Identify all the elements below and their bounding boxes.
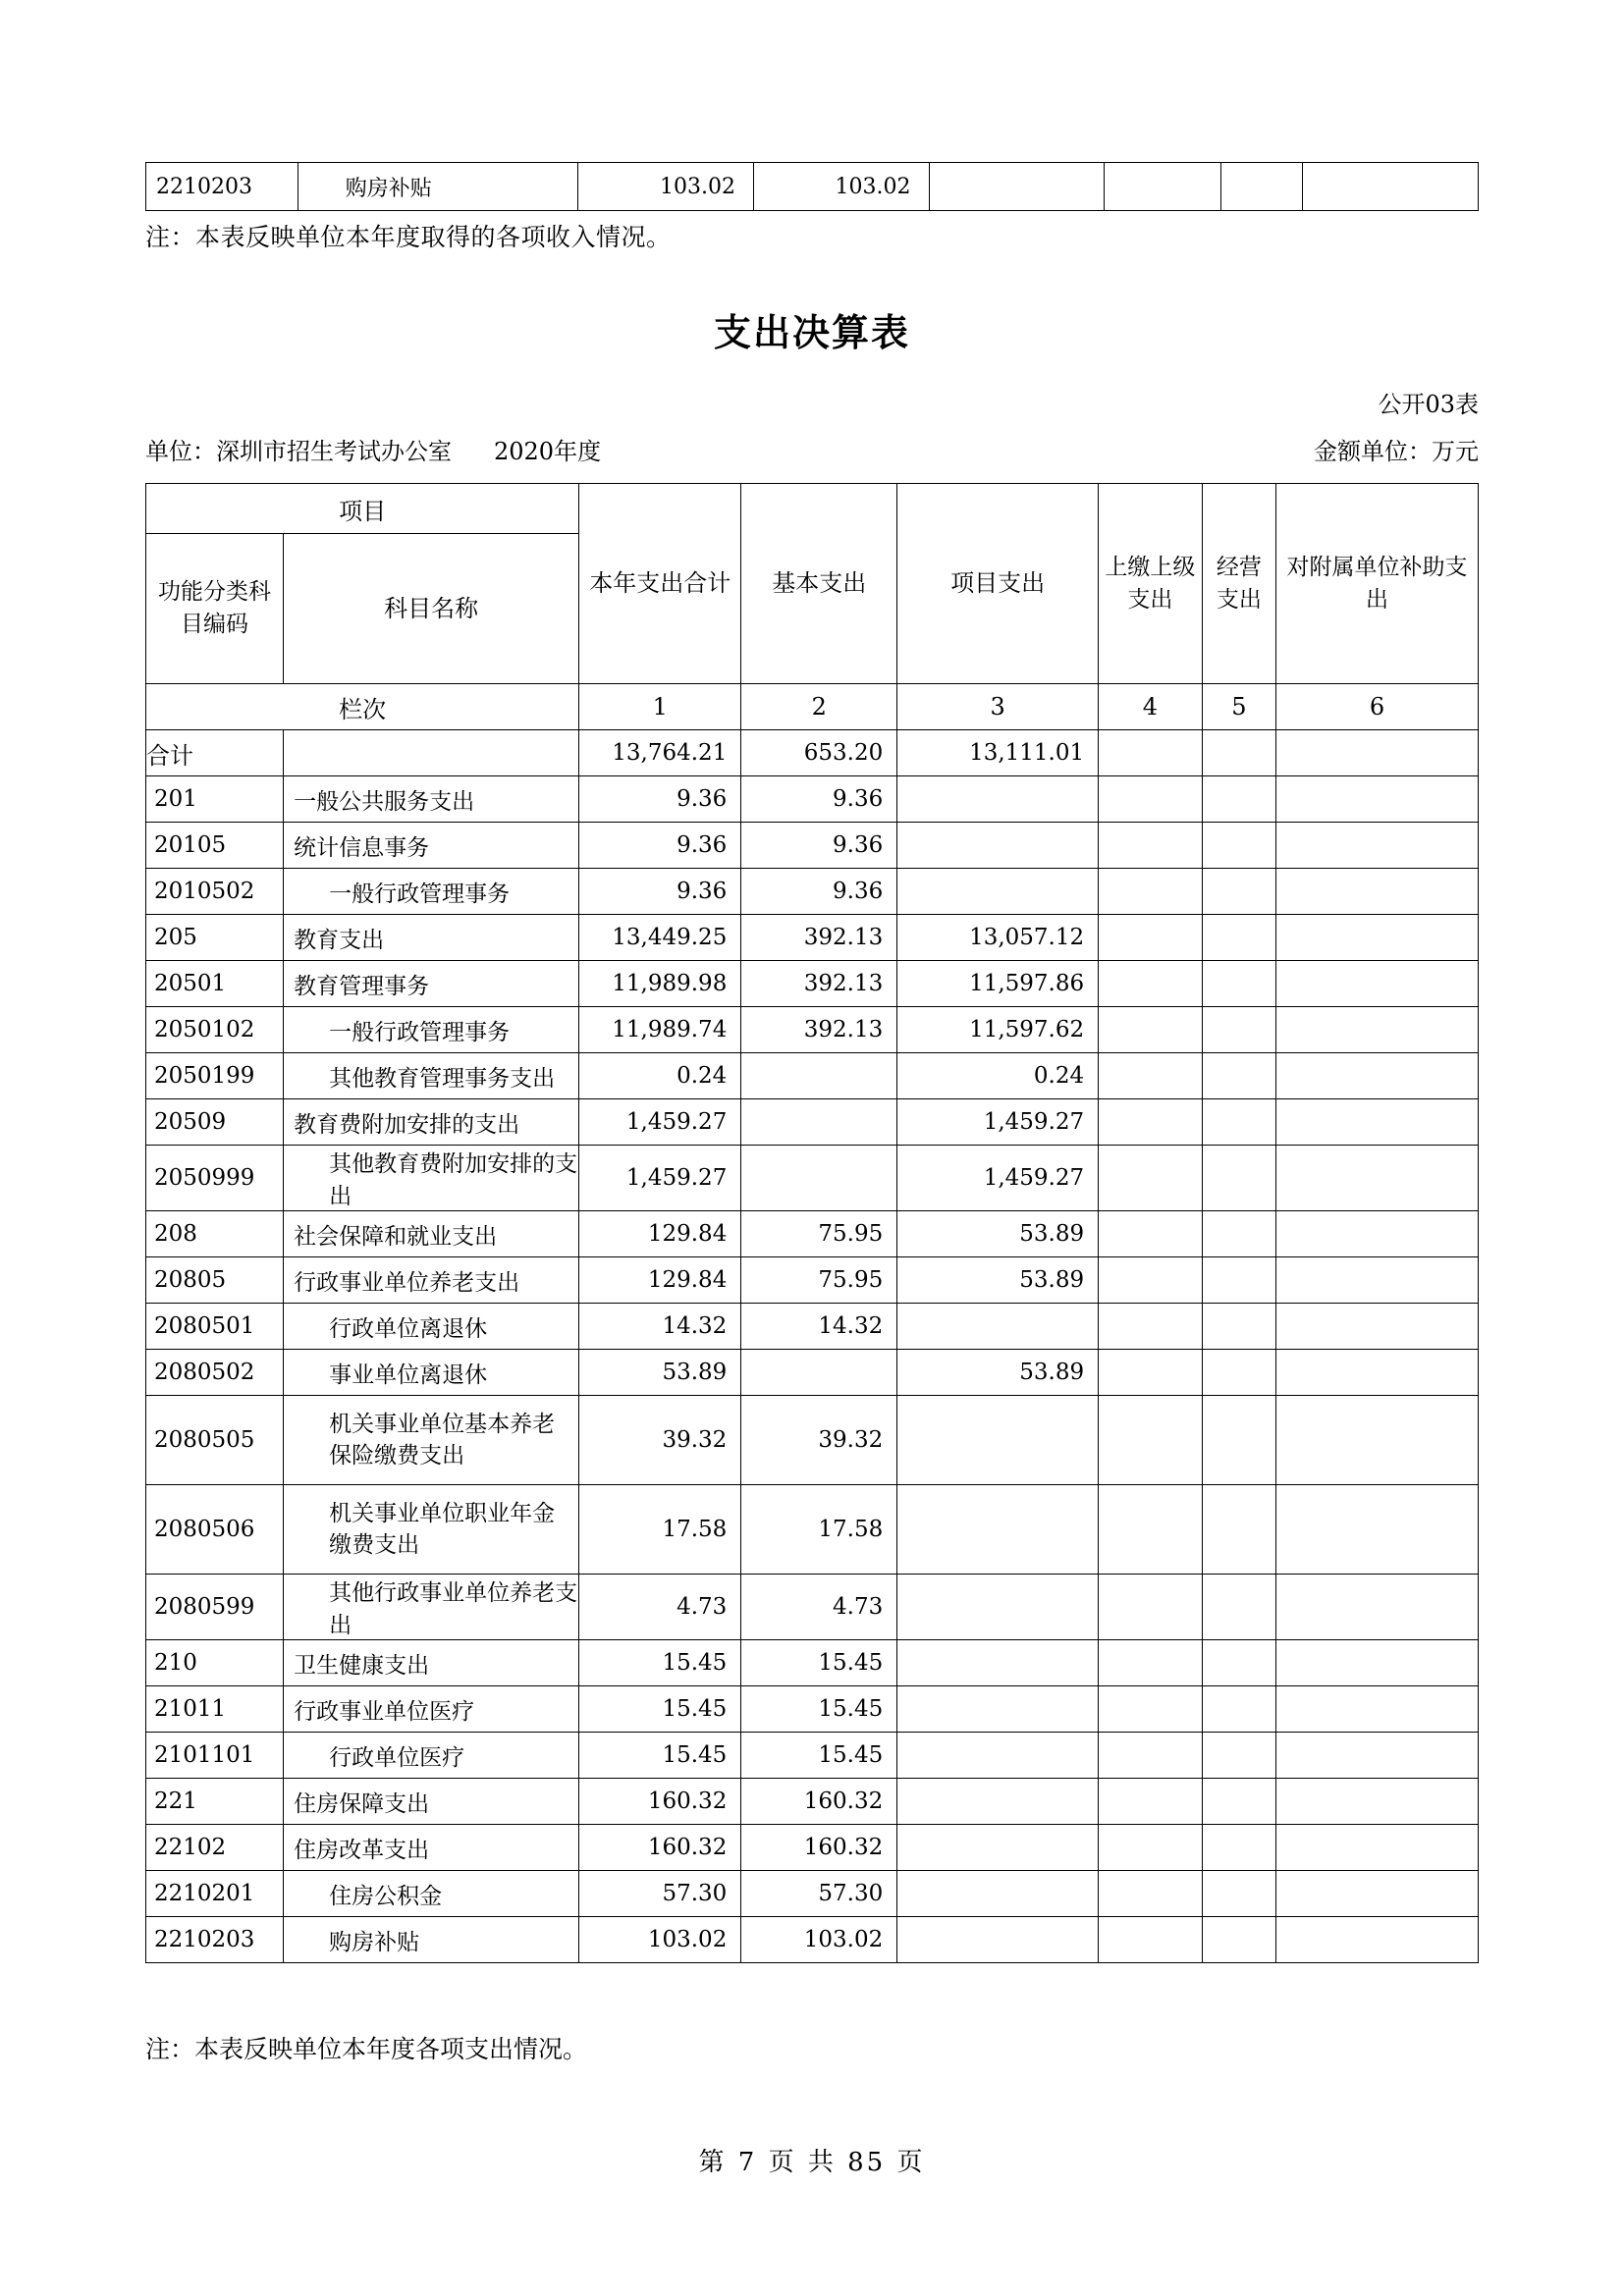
row-project [897,869,1099,915]
row-operating [1202,915,1275,961]
row-total: 4.73 [579,1575,741,1640]
row-subsidiary [1275,1053,1478,1099]
row-function-code: 21011 [146,1686,284,1733]
row-subsidiary [1275,1485,1478,1575]
table-row [146,1733,1479,1779]
row-project: 11,597.62 [897,1007,1099,1053]
row-operating [1202,823,1275,869]
row-total: 11,989.74 [579,1007,741,1053]
row-upper-level [1099,1053,1203,1099]
row-function-code: 20805 [146,1257,284,1304]
row-subject-name [284,730,579,776]
row-total: 15.45 [579,1640,741,1686]
row-subsidiary [1275,915,1478,961]
row-subsidiary [1275,961,1478,1007]
row-subsidiary [1275,1575,1478,1640]
row-total: 1,459.27 [579,1146,741,1211]
row-total: 103.02 [579,1917,741,1963]
row-basic: 9.36 [741,776,897,823]
row-operating [1202,776,1275,823]
row-operating [1202,1640,1275,1686]
row-subject-name: 一般公共服务支出 [284,776,579,823]
row-upper-level [1099,1779,1203,1825]
row-function-code: 20509 [146,1099,284,1146]
row-basic: 15.45 [741,1686,897,1733]
row-subsidiary [1275,1686,1478,1733]
header-item-group: 项目 [146,484,579,534]
row-operating [1202,1053,1275,1099]
row-subject-name: 机关事业单位基本养老保险缴费支出 [284,1396,579,1485]
row-upper-level [1099,1733,1203,1779]
row-total: 129.84 [579,1257,741,1304]
form-number: 公开03表 [1378,391,1479,418]
row-project [897,1304,1099,1350]
row-total: 0.24 [579,1053,741,1099]
row-function-code: 205 [146,915,284,961]
table-row [146,1917,1479,1963]
prev-row-col4 [1105,163,1221,211]
row-subject-name: 住房公积金 [284,1871,579,1917]
row-project [897,1575,1099,1640]
row-basic: 9.36 [741,823,897,869]
row-basic [741,1350,897,1396]
table-body [146,730,1479,1963]
header-lanci-4: 4 [1099,684,1203,730]
table-row [146,1007,1479,1053]
row-upper-level [1099,1396,1203,1485]
row-subject-name: 卫生健康支出 [284,1640,579,1686]
row-total: 160.32 [579,1779,741,1825]
row-project: 11,597.86 [897,961,1099,1007]
row-subject-name: 教育费附加安排的支出 [284,1099,579,1146]
row-basic: 160.32 [741,1779,897,1825]
row-upper-level [1099,1575,1203,1640]
row-function-code: 2210201 [146,1871,284,1917]
row-function-code: 2080506 [146,1485,284,1575]
table-row [146,1211,1479,1257]
row-subsidiary [1275,1304,1478,1350]
table-row [146,1053,1479,1099]
row-function-code: 2080501 [146,1304,284,1350]
row-basic [741,1053,897,1099]
prev-row-col5 [1221,163,1303,211]
row-basic: 57.30 [741,1871,897,1917]
row-total: 13,764.21 [579,730,741,776]
row-subsidiary [1275,776,1478,823]
row-subject-name: 行政事业单位养老支出 [284,1257,579,1304]
meta-row [145,432,1479,465]
row-function-code: 221 [146,1779,284,1825]
row-project: 53.89 [897,1211,1099,1257]
row-subsidiary [1275,1099,1478,1146]
row-project: 53.89 [897,1350,1099,1396]
table-row [146,776,1479,823]
row-basic: 103.02 [741,1917,897,1963]
header-row-item-group [146,484,1479,534]
row-subsidiary [1275,1733,1478,1779]
row-subject-name: 行政事业单位医疗 [284,1686,579,1733]
row-basic [741,1099,897,1146]
row-upper-level [1099,1917,1203,1963]
row-total: 129.84 [579,1211,741,1257]
row-total: 11,989.98 [579,961,741,1007]
row-project: 13,057.12 [897,915,1099,961]
row-project: 0.24 [897,1053,1099,1099]
row-operating [1202,1007,1275,1053]
table-row [146,163,1479,211]
header-col-subject-name: 科目名称 [284,534,579,684]
table-row [146,1304,1479,1350]
row-project [897,1396,1099,1485]
table-row [146,1257,1479,1304]
table-head [146,484,1479,730]
prev-row-col2: 103.02 [753,163,929,211]
row-function-code: 2210203 [146,1917,284,1963]
header-lanci-1: 1 [579,684,741,730]
row-project [897,1733,1099,1779]
header-col-operating: 经营支出 [1202,484,1275,684]
prev-row-col3 [929,163,1105,211]
table-row [146,915,1479,961]
header-col-basic: 基本支出 [741,484,897,684]
row-operating [1202,1350,1275,1396]
row-operating [1202,1257,1275,1304]
row-operating [1202,1825,1275,1871]
table-row [146,823,1479,869]
row-total: 14.32 [579,1304,741,1350]
table-row [146,1099,1479,1146]
row-operating [1202,1575,1275,1640]
row-function-code: 2050199 [146,1053,284,1099]
row-subsidiary [1275,823,1478,869]
row-operating [1202,1211,1275,1257]
row-project [897,1871,1099,1917]
row-basic: 14.32 [741,1304,897,1350]
row-total: 1,459.27 [579,1099,741,1146]
row-total: 17.58 [579,1485,741,1575]
row-subsidiary [1275,1007,1478,1053]
row-function-code: 22102 [146,1825,284,1871]
table-row [146,1485,1479,1575]
row-subject-name: 社会保障和就业支出 [284,1211,579,1257]
row-function-code: 210 [146,1640,284,1686]
table-row [146,961,1479,1007]
row-project: 53.89 [897,1257,1099,1304]
header-lanci-label: 栏次 [146,684,579,730]
header-lanci-3: 3 [897,684,1099,730]
row-upper-level [1099,1825,1203,1871]
row-operating [1202,1099,1275,1146]
row-function-code: 201 [146,776,284,823]
row-subject-name: 购房补贴 [284,1917,579,1963]
row-function-code: 2101101 [146,1733,284,1779]
table-row [146,869,1479,915]
row-total: 9.36 [579,823,741,869]
prev-row-name: 购房补贴 [298,163,578,211]
row-basic: 653.20 [741,730,897,776]
row-project [897,1917,1099,1963]
row-operating [1202,1733,1275,1779]
row-total-label: 合计 [146,730,284,776]
row-operating [1202,1686,1275,1733]
row-upper-level [1099,961,1203,1007]
header-col-upper-level: 上缴上级支出 [1099,484,1203,684]
row-upper-level [1099,1350,1203,1396]
header-col-project: 项目支出 [897,484,1099,684]
note-below: 注：本表反映单位本年度各项支出情况。 [145,2035,588,2063]
row-function-code: 208 [146,1211,284,1257]
prev-row-col6 [1303,163,1479,211]
row-basic: 392.13 [741,961,897,1007]
table-row [146,730,1479,776]
row-operating [1202,1396,1275,1485]
row-subsidiary [1275,1211,1478,1257]
row-total: 39.32 [579,1396,741,1485]
previous-table-fragment [145,162,1479,211]
row-operating [1202,1485,1275,1575]
header-lanci-6: 6 [1275,684,1478,730]
row-function-code: 2080502 [146,1350,284,1396]
row-project [897,1779,1099,1825]
row-function-code: 2080599 [146,1575,284,1640]
row-upper-level [1099,869,1203,915]
row-upper-level [1099,823,1203,869]
row-total: 15.45 [579,1733,741,1779]
note-above: 注：本表反映单位本年度取得的各项收入情况。 [145,223,672,251]
row-upper-level [1099,776,1203,823]
row-subsidiary [1275,730,1478,776]
meta-fiscal-year: 2020年度 [494,438,602,465]
row-subject-name: 其他行政事业单位养老支出 [284,1575,579,1640]
row-subject-name: 教育管理事务 [284,961,579,1007]
header-lanci-2: 2 [741,684,897,730]
row-total: 160.32 [579,1825,741,1871]
row-subject-name: 机关事业单位职业年金缴费支出 [284,1485,579,1575]
header-col-total: 本年支出合计 [579,484,741,684]
row-basic: 4.73 [741,1575,897,1640]
row-upper-level [1099,1146,1203,1211]
row-upper-level [1099,1640,1203,1686]
row-total: 9.36 [579,869,741,915]
row-operating [1202,961,1275,1007]
row-operating [1202,1779,1275,1825]
prev-row-col1: 103.02 [578,163,754,211]
row-subsidiary [1275,1825,1478,1871]
row-operating [1202,1871,1275,1917]
row-basic: 15.45 [741,1640,897,1686]
row-subsidiary [1275,1871,1478,1917]
row-project [897,1640,1099,1686]
header-row-column-numbers [146,684,1479,730]
row-basic: 39.32 [741,1396,897,1485]
row-operating [1202,1917,1275,1963]
expenditure-final-accounts-table [145,483,1479,1963]
row-subsidiary [1275,1257,1478,1304]
row-project: 13,111.01 [897,730,1099,776]
row-subject-name: 行政单位离退休 [284,1304,579,1350]
row-upper-level [1099,1211,1203,1257]
prev-row-code: 2210203 [146,163,298,211]
table-row [146,1871,1479,1917]
row-operating [1202,1304,1275,1350]
meta-amount-unit: 金额单位：万元 [1314,438,1479,465]
row-subject-name: 教育支出 [284,915,579,961]
row-operating [1202,869,1275,915]
row-total: 15.45 [579,1686,741,1733]
row-basic: 392.13 [741,1007,897,1053]
row-operating [1202,730,1275,776]
table-row [146,1686,1479,1733]
table-row [146,1825,1479,1871]
row-upper-level [1099,1485,1203,1575]
row-total: 57.30 [579,1871,741,1917]
row-upper-level [1099,1257,1203,1304]
row-function-code: 20105 [146,823,284,869]
row-upper-level [1099,1871,1203,1917]
row-subject-name: 一般行政管理事务 [284,869,579,915]
table-row [146,1350,1479,1396]
row-project [897,776,1099,823]
row-total: 53.89 [579,1350,741,1396]
row-subsidiary [1275,1146,1478,1211]
row-project: 1,459.27 [897,1099,1099,1146]
row-function-code: 2080505 [146,1396,284,1485]
row-subsidiary [1275,1779,1478,1825]
row-total: 13,449.25 [579,915,741,961]
row-upper-level [1099,1007,1203,1053]
row-basic [741,1146,897,1211]
row-operating [1202,1146,1275,1211]
row-function-code: 2050102 [146,1007,284,1053]
table-row [146,1575,1479,1640]
row-upper-level [1099,915,1203,961]
row-project [897,1485,1099,1575]
table-row [146,1396,1479,1485]
row-subject-name: 其他教育管理事务支出 [284,1053,579,1099]
table-row [146,1146,1479,1211]
row-subject-name: 住房改革支出 [284,1825,579,1871]
table-row [146,1640,1479,1686]
row-subsidiary [1275,1350,1478,1396]
row-basic: 15.45 [741,1733,897,1779]
row-project [897,823,1099,869]
row-upper-level [1099,1304,1203,1350]
row-project [897,1686,1099,1733]
header-col-subsidiary: 对附属单位补助支出 [1275,484,1478,684]
row-upper-level [1099,1099,1203,1146]
row-subject-name: 统计信息事务 [284,823,579,869]
table-row [146,1779,1479,1825]
row-project: 1,459.27 [897,1146,1099,1211]
header-lanci-5: 5 [1202,684,1275,730]
header-col-function-code: 功能分类科目编码 [146,534,284,684]
row-subject-name: 一般行政管理事务 [284,1007,579,1053]
row-basic: 75.95 [741,1211,897,1257]
row-basic: 9.36 [741,869,897,915]
row-upper-level [1099,1686,1203,1733]
row-basic: 160.32 [741,1825,897,1871]
page-title: 支出决算表 [713,311,910,354]
row-subject-name: 事业单位离退休 [284,1350,579,1396]
row-project [897,1825,1099,1871]
row-function-code: 2050999 [146,1146,284,1211]
row-total: 9.36 [579,776,741,823]
page-number-footer: 第 7 页 共 85 页 [698,2148,926,2177]
row-subject-name: 行政单位医疗 [284,1733,579,1779]
row-basic: 392.13 [741,915,897,961]
row-subject-name: 其他教育费附加安排的支出 [284,1146,579,1211]
row-upper-level [1099,730,1203,776]
row-function-code: 20501 [146,961,284,1007]
row-subsidiary [1275,1640,1478,1686]
meta-unit-name: 单位：深圳市招生考试办公室 [145,438,452,465]
row-basic: 17.58 [741,1485,897,1575]
row-subsidiary [1275,869,1478,915]
row-function-code: 2010502 [146,869,284,915]
row-subject-name: 住房保障支出 [284,1779,579,1825]
row-subsidiary [1275,1396,1478,1485]
row-subsidiary [1275,1917,1478,1963]
row-basic: 75.95 [741,1257,897,1304]
